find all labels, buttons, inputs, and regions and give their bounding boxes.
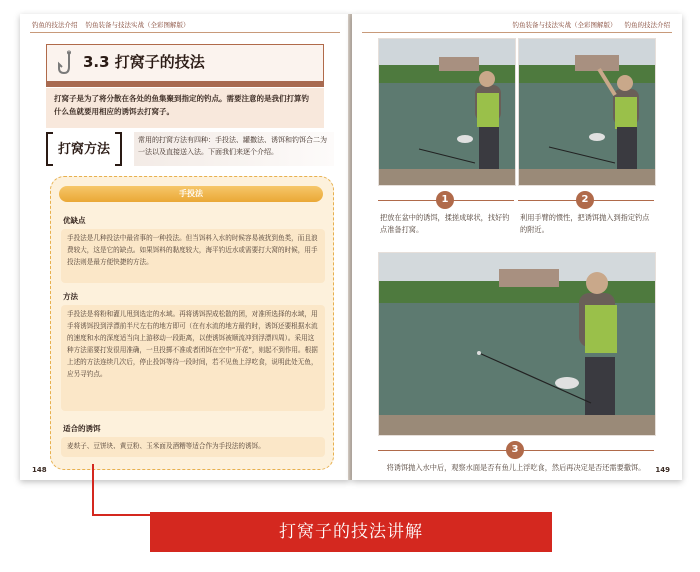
section-title: 3.3 打窝子的技法 [83, 53, 205, 71]
step-3-number: 3 [506, 441, 524, 459]
title-underline-band [46, 81, 324, 87]
baits-text: 麦麸子、豆饼块、黄豆粉、玉米面及酒糟等适合作为手投法的诱饵。 [61, 437, 325, 457]
method-label: 方法 [63, 292, 78, 301]
angler-holding-bait-image [379, 39, 515, 185]
page-number-right: 149 [655, 466, 670, 474]
step-2-caption: 利用手臂的惯性，把诱饵抛入到指定钓点的附近。 [520, 213, 650, 234]
photo-step-2 [518, 38, 656, 186]
step-2-number: 2 [576, 191, 594, 209]
angler-watching-water-image [379, 253, 655, 435]
left-running-header [32, 20, 190, 29]
right-page [352, 14, 682, 480]
panel-heading: 手投法 [59, 186, 323, 202]
bracket-left [46, 132, 53, 166]
step-1-caption: 把放在盆中的诱饵，揉搓成球状，找好钓点准备打窝。 [380, 213, 510, 234]
left-page [20, 14, 350, 480]
photo-step-1 [378, 38, 516, 186]
intro-text: 打窝子是为了将分散在各处的鱼集聚到指定的钓点。需要注意的是我们打算钓什么鱼就要用相应的诱饵去打窝子。 [46, 88, 324, 128]
callout-line-horizontal [92, 514, 150, 516]
baits-label: 适合的诱饵 [63, 424, 101, 433]
callout-line-vertical [92, 464, 94, 516]
method-text: 手投法是将粉和灌儿甩到选定的水域。再将诱饵捏成松散的团，对准所选择的水域，用手将诱饵投到浮漂前半尺左右的地方即可（在有水流的地方最钓时，诱饵还要根据水流的速度和水的深度适当向上游移动一段距离，以使诱饵被顺流冲到浮漂四周）。采用这种方法需要打发很用准确，一旦投掷不准或者团饵在空中“开花”，则起不到作用。根据上述的方法连续几次后，停止投饵等待一段时间，若不见鱼上浮吃食，说明此处无鱼，应另寻钓点。 [61, 305, 325, 411]
method-heading-label: 打窝方法 [58, 142, 111, 157]
photo-step-3 [378, 252, 656, 436]
title-box [46, 44, 324, 82]
header-rule [30, 32, 340, 33]
header-rule [362, 32, 672, 33]
advantages-label: 优缺点 [63, 216, 86, 225]
caption-banner: 打窝子的技法讲解 [150, 512, 552, 552]
hand-throw-panel [50, 176, 334, 470]
method-heading [46, 132, 122, 164]
advantages-text: 手投法是几种投法中最省事的一种投法。但当饵料入水的时候容易被扰到鱼类，而且浪费较大，这是它的缺点。如果饵料的黏度较大，海平钓近水或需要打大窝的时候，用手投法则是最方便快捷的方法。 [61, 229, 325, 283]
right-header-book: 钓鱼装备与技法实战（全彩图解版） [512, 21, 617, 29]
fishhook-icon [55, 50, 79, 76]
right-header-section: 钓鱼的技法介绍 [624, 21, 670, 29]
method-description: 常用的打窝方法有四种：手投法、罐撒法、诱饵和钓饵合二为一法以及直接送入法。下面我们来逐个介绍。 [134, 132, 334, 166]
book-spread [20, 14, 682, 482]
angler-throwing-bait-image [519, 39, 655, 185]
left-header-section: 钓鱼的技法介绍 [32, 21, 78, 29]
page-number-left: 148 [32, 466, 47, 474]
step-3-caption: 将诱饵抛入水中后，观察水面是否有鱼儿上浮吃食，然后再决定是否还需要撒饵。 [386, 463, 646, 472]
step-1-number: 1 [436, 191, 454, 209]
bracket-right [115, 132, 122, 166]
right-running-header [513, 20, 671, 29]
left-header-book: 钓鱼装备与技法实战（全彩图解版） [85, 21, 190, 29]
